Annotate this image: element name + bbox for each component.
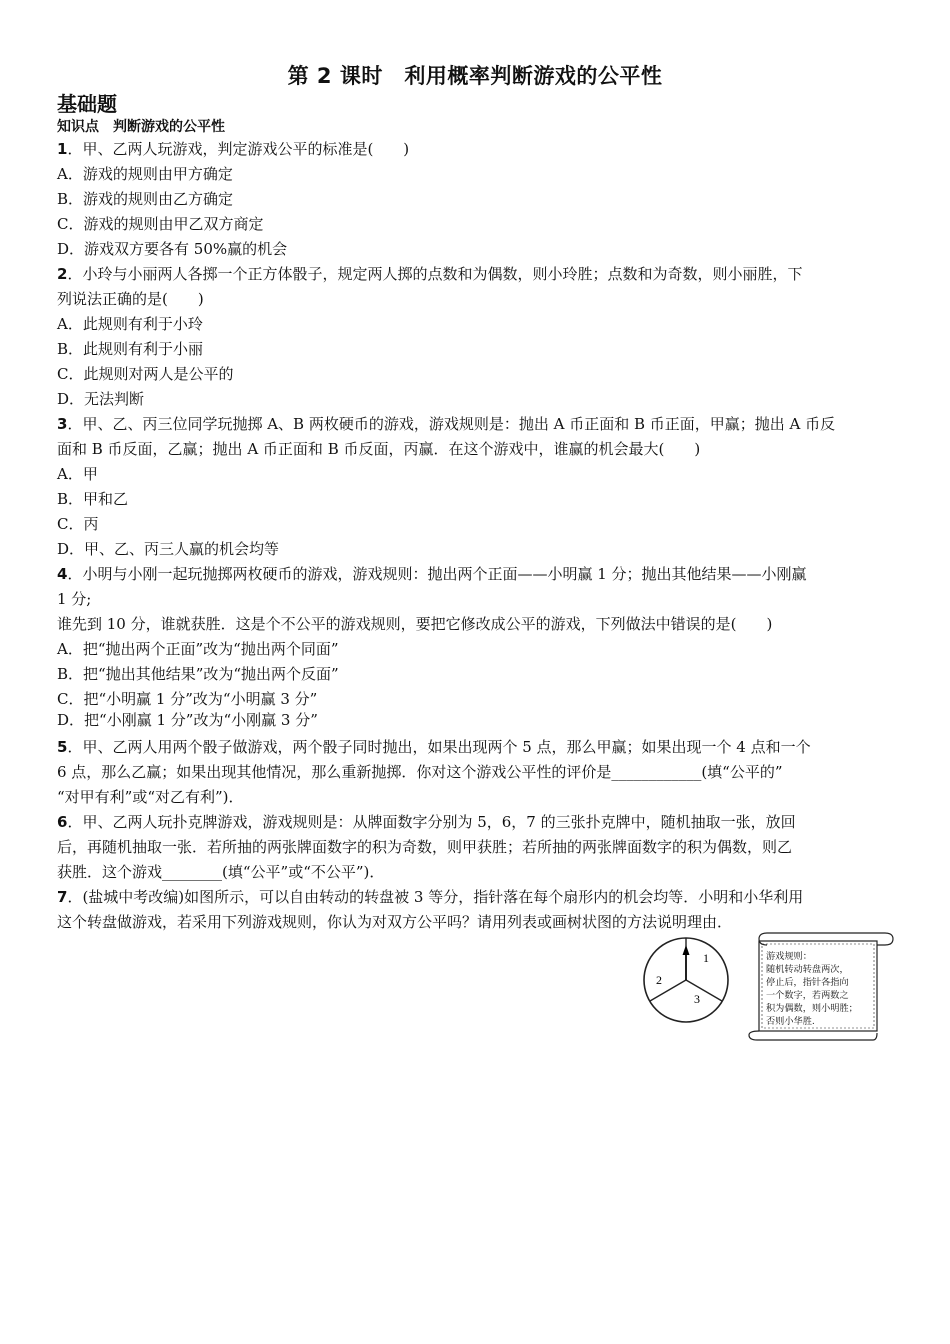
q2-option-a: A．此规则有利于小玲 bbox=[57, 315, 203, 333]
scroll-line: 积为偶数，则小明胜； bbox=[766, 1003, 858, 1014]
wheel-divider bbox=[686, 980, 722, 1001]
q2-stem-line1: 2．小玲与小丽两人各掷一个正方体骰子，规定两人掷的点数和为偶数，则小玲胜；点数和为奇数，则小丽胜，下 bbox=[57, 265, 803, 283]
scroll-bottom-roll bbox=[749, 1031, 877, 1040]
q4-stem-line3: 谁先到 10 分，谁就获胜．这是个不公平的游戏规则，要把它修改成公平的游戏，下列做法中错误的是( ) bbox=[57, 615, 773, 633]
q1-stem: 1．甲、乙两人玩游戏，判定游戏公平的标准是( ) bbox=[57, 140, 410, 158]
wheel-label-2: 2 bbox=[656, 973, 662, 987]
q2-stem-line2: 列说法正确的是( ) bbox=[57, 290, 204, 308]
q7-stem-line2: 这个转盘做游戏，若采用下列游戏规则，你认为对双方公平吗？请用列表或画树状图的方法说明理由． bbox=[57, 913, 733, 931]
q3-stem-line1: 3．甲、乙、丙三位同学玩抛掷 A、B 两枚硬币的游戏，游戏规则是：抛出 A 币正面和 B 币正面，甲赢；抛出 A 币反 bbox=[57, 415, 836, 433]
wheel-label-1: 1 bbox=[703, 951, 709, 965]
q3-option-a: A．甲 bbox=[57, 465, 98, 483]
pointer-arrow-icon bbox=[683, 945, 690, 955]
scroll-top-curl bbox=[759, 933, 767, 945]
wheel-label-3: 3 bbox=[694, 992, 700, 1006]
q2-option-c: C．此规则对两人是公平的 bbox=[57, 365, 234, 383]
q4-option-d: D．把“小刚赢 1 分”改为“小刚赢 3 分” bbox=[57, 711, 318, 729]
q4-option-c: C．把“小明赢 1 分”改为“小明赢 3 分” bbox=[57, 690, 318, 708]
q1-option-d: D．游戏双方要各有 50%赢的机会 bbox=[57, 240, 288, 258]
scroll-line: 否则小华胜. bbox=[766, 1016, 815, 1027]
q6-stem-line3: 获胜．这个游戏________(填“公平”或“不公平”)． bbox=[57, 863, 385, 881]
q5-stem-line2: 6 点，那么乙赢；如果出现其他情况，那么重新抛掷．你对这个游戏公平性的评价是____________(填“公平的” bbox=[57, 763, 783, 781]
q1-option-b: B．游戏的规则由乙方确定 bbox=[57, 190, 234, 208]
scroll-line: 停止后，指针各指向 bbox=[766, 977, 849, 988]
scroll-top-roll bbox=[767, 933, 893, 945]
q4-stem-line2: 1 分; bbox=[57, 590, 92, 608]
q7-stem-line1: 7．(盐城中考改编)如图所示，可以自由转动的转盘被 3 等分，指针落在每个扇形内的机会均等．小明和小华利用 bbox=[57, 888, 804, 906]
scroll-line: 随机转动转盘两次， bbox=[766, 964, 849, 975]
q4-option-b: B．把“抛出其他结果”改为“抛出两个反面” bbox=[57, 665, 339, 683]
q4-option-a: A．把“抛出两个正面”改为“抛出两个同面” bbox=[57, 640, 339, 658]
q3-option-d: D．甲、乙、丙三人赢的机会均等 bbox=[57, 540, 280, 558]
page-title: 第 2 课时 利用概率判断游戏的公平性 bbox=[287, 64, 663, 88]
scroll-line: 游戏规则： bbox=[766, 951, 812, 962]
q6-stem-line1: 6．甲、乙两人玩扑克牌游戏，游戏规则是：从牌面数字分别为 5，6，7 的三张扑克牌中，随机抽取一张，放回 bbox=[57, 813, 796, 831]
q3-stem-line2: 面和 B 币反面，乙赢；抛出 A 币正面和 B 币反面，丙赢．在这个游戏中，谁赢的机会最大( ) bbox=[57, 440, 701, 458]
spinner-wheel bbox=[641, 935, 731, 1025]
q1-option-c: C．游戏的规则由甲乙双方商定 bbox=[57, 215, 264, 233]
q4-stem-line1: 4．小明与小刚一起玩抛掷两枚硬币的游戏，游戏规则：抛出两个正面——小明赢 1 分；抛出其他结果——小刚赢 bbox=[57, 565, 807, 583]
q2-option-b: B．此规则有利于小丽 bbox=[57, 340, 204, 358]
q5-stem-line1: 5．甲、乙两人用两个骰子做游戏，两个骰子同时抛出，如果出现两个 5 点，那么甲赢；如果出现一个 4 点和一个 bbox=[57, 738, 811, 756]
q6-stem-line2: 后，再随机抽取一张．若所抽的两张牌面数字的积为奇数，则甲获胜；若所抽的两张牌面数字的积为偶数，则乙 bbox=[57, 838, 793, 856]
section-heading: 基础题 bbox=[57, 92, 117, 116]
scroll-line: 一个数字，若两数之 bbox=[766, 990, 849, 1001]
q5-stem-line3: “对甲有利”或“对乙有利”)． bbox=[57, 788, 244, 806]
game-rules-scroll bbox=[745, 929, 895, 1044]
q3-option-c: C．丙 bbox=[57, 515, 99, 533]
q1-option-a: A．游戏的规则由甲方确定 bbox=[57, 165, 233, 183]
knowledge-point-heading: 知识点 判断游戏的公平性 bbox=[57, 119, 225, 135]
q2-option-d: D．无法判断 bbox=[57, 390, 145, 408]
q3-option-b: B．甲和乙 bbox=[57, 490, 129, 508]
